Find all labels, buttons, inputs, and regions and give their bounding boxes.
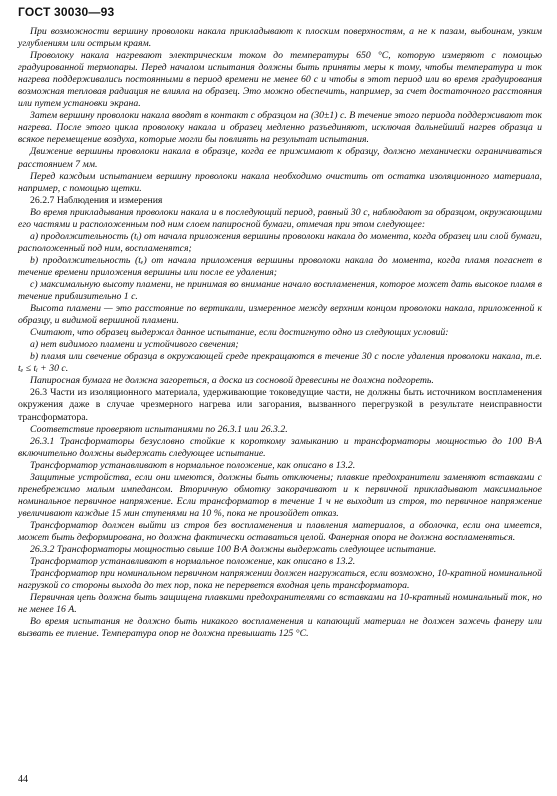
paragraph: Проволоку накала нагревают электрическим током до температуры 650 °С, которую измеряют с помощью градуированной термопары. Перед началом испытания должны быть приняты меры к тому, чтобы температура и ток нагрева поддерживались постоянными в период времени не менее 60 с и чтобы в этот период или во время градуирования возможная тепловая радиация не влияла на образец. Это можно обеспечить, например, за счет достаточного расстояния или путем установки экрана. [18,50,542,110]
paragraph: Трансформатор устанавливают в нормальное положение, как описано в 13.2. [30,459,356,471]
paragraph: Считают, что образец выдержал данное испытание, если достигнуто одно из следующих условий: [30,327,449,339]
paragraph: Соответствие проверяют испытаниями по 26.3.1 или 26.3.2. [30,423,288,435]
paragraph: Защитные устройства, если они имеются, должны быть отключены; плавкие предохранители заменяют вставками с пренебрежимо малым импедансом. Вторичную обмотку закорачивают и к первичной прикладывают максимальное номинальное первичное напряжение. Если трансформатор в течение 1 ч не выходит из строя, то первичное напряжение увеличивают каждые 15 мин ступенями на 10 %, пока не произойдет отказ. [18,471,542,519]
document-header: ГОСТ 30030—93 [18,5,115,19]
paragraph: Первичная цепь должна быть защищена плавкими предохранителями со вставками на 10-кратный номинальный ток, но не менее 16 А. [18,592,542,616]
paragraph: а) нет видимого пламени и устойчивого свечения; [30,339,239,351]
paragraph: 26.3.2 Трансформаторы мощностью свыше 100 В·А должны выдержать следующее испытание. [30,544,437,556]
paragraph: Папиросная бумага не должна загореться, а доска из сосновой древесины не должна подгореть. [30,375,434,387]
paragraph: b) пламя или свечение образца в окружающей среде прекращаются в течение 30 с после удаления проволоки накала, т.е. tₑ ≤ tᵢ + 30 с. [18,351,542,375]
paragraph: с) максимальную высоту пламени, не принимая во внимание начало воспламенения, которое может дать высокое пламя в течение приблизительно 1 с. [18,278,542,303]
paragraph: При возможности вершину проволоки накала прикладывают к плоским поверхностям, а не к пазам, выбоинам, узким углублениям или острым краям. [18,26,542,50]
paragraph: а) продолжительность (tᵢ) от начала приложения вершины проволоки накала до момента, когда образец или слой бумаги, расположенный под ним, воспламенятся; [18,230,542,254]
document-body [18,26,542,640]
page-number: 44 [18,774,28,785]
paragraph: Во время испытания не должно быть никакого воспламенения и капающий материал не должен зажечь фанеру или вызвать ее тление. Температура опор не должна превышать 125 °С. [18,616,542,640]
paragraph: 26.3 Части из изоляционного материала, удерживающие токоведущие части, не должны быть источником воспламенения окружения даже в случае чрезмерного нагрева или загорания, вызванного перегрузкой в результате неисправности трансформатора. [18,387,542,423]
paragraph: Трансформатор должен выйти из строя без воспламенения и плавления материалов, а оболочка, если она имеется, может быть деформирована, но должна фактически оставаться целой. Фанерная опора не должна воспламеняться. [18,519,542,543]
paragraph: Трансформатор при номинальном первичном напряжении должен нагружаться, если возможно, 10-кратной номинальной нагрузкой со стороны выхода до тех пор, пока не перервется входная цепь трансформатора. [18,568,542,592]
paragraph: 26.2.7 Наблюдения и измерения [30,194,163,206]
paragraph: Затем вершину проволоки накала вводят в контакт с образцом на (30±1) с. В течение этого периода поддерживают ток нагрева. После этого цикла проволоку накала и образец медленно разъединяют, исключая дальнейший нагрев образца и всякое перемещение воздуха, которые могли бы повлиять на результат испытания. [18,110,542,146]
paragraph: Во время прикладывания проволоки накала и в последующий период, равный 30 с, наблюдают за образцом, окружающими его частями и расположенным под ним слоем папиросной бумаги, отмечая при этом следующее: [18,206,542,230]
paragraph: b) продолжительность (tₑ) от начала приложения вершины проволоки накала до момента, когда пламя погаснет в течение времени приложения вершины или после ее удаления; [18,254,542,278]
paragraph: Движение вершины проволоки накала в образце, когда ее прижимают к образцу, должно механически ограничиваться расстоянием 7 мм. [18,146,542,170]
paragraph: 26.3.1 Трансформаторы безусловно стойкие к короткому замыканию и трансформаторы мощностью до 100 В·А включительно должны выдержать следующее испытание. [18,435,542,459]
paragraph: Перед каждым испытанием вершину проволоки накала необходимо очистить от остатка изоляционного материала, например, с помощью щетки. [18,170,542,194]
paragraph: Трансформатор устанавливают в нормальное положение, как описано в 13.2. [30,556,356,568]
paragraph: Высота пламени — это расстояние по вертикали, измеренное между верхним концом проволоки накала, приложенной к образцу, и видимой вершиной пламени. [18,303,542,327]
